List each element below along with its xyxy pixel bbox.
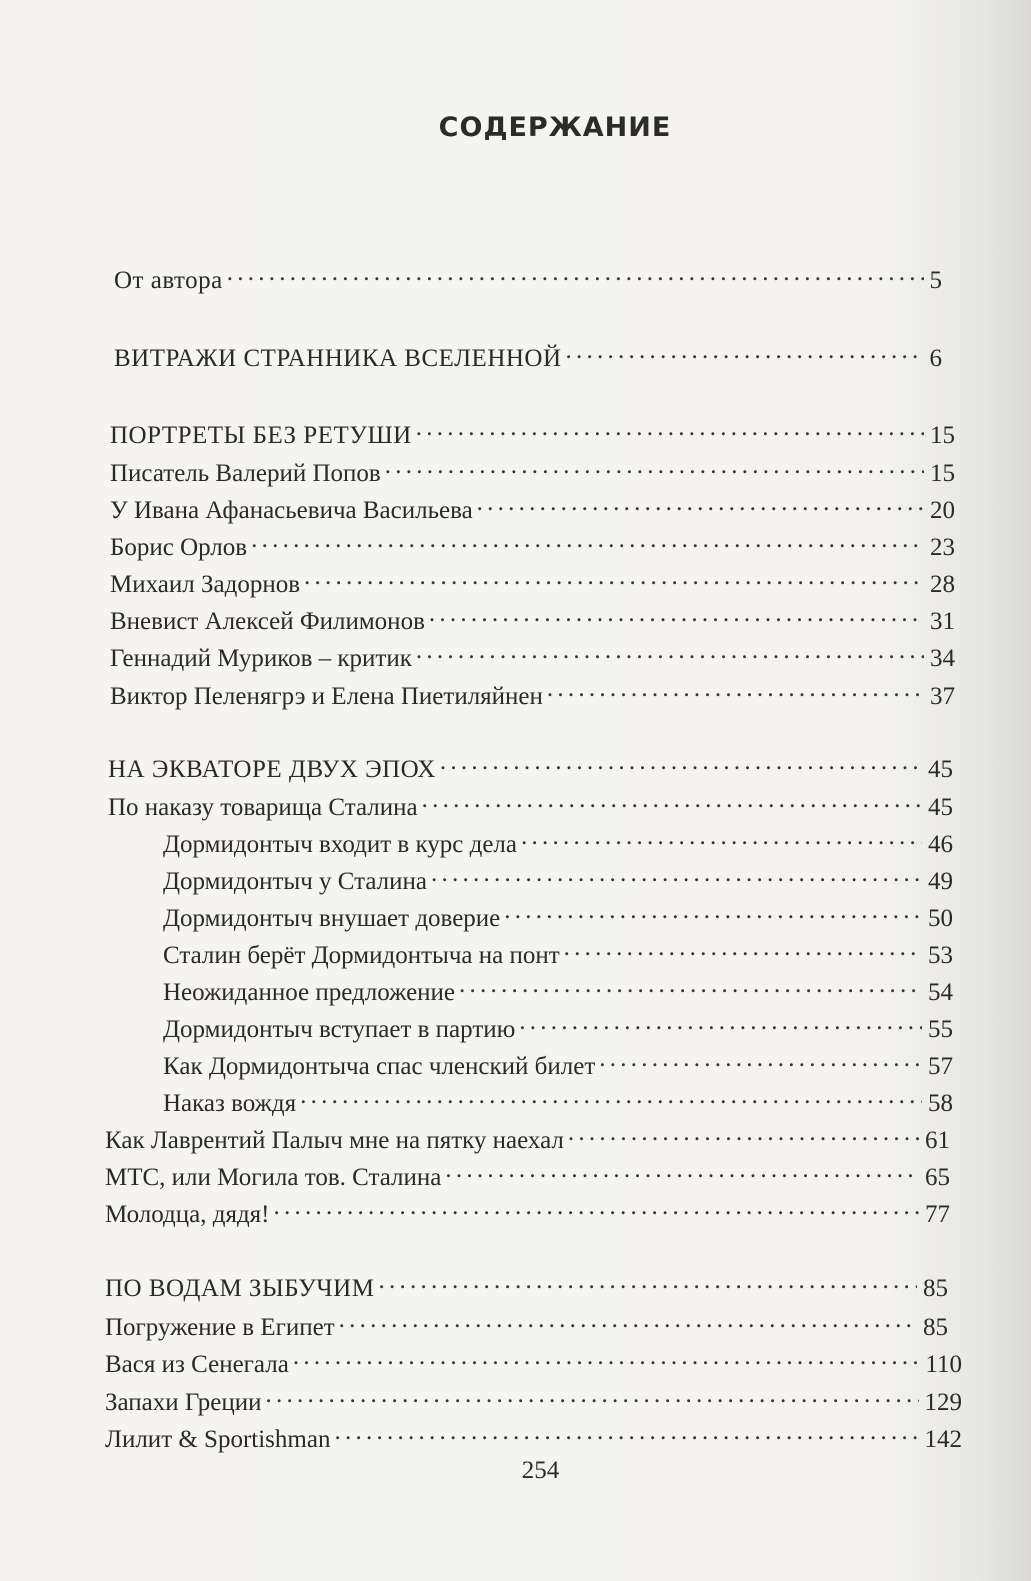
toc-section-ekvator (108, 747, 953, 785)
toc-entry (105, 1342, 962, 1380)
toc-section-portrety (110, 413, 955, 451)
toc-leader-dots (339, 1305, 917, 1335)
toc-subentry (163, 1081, 953, 1119)
toc-entry-label: Погружение в Египет (105, 1314, 335, 1341)
toc-leader-dots (293, 1342, 920, 1372)
toc-entry (108, 785, 953, 823)
toc-leader-dots (334, 1417, 918, 1447)
toc-entry (105, 1305, 948, 1343)
toc-leader-dots (431, 859, 922, 889)
toc-leader-dots (566, 336, 924, 366)
toc-leader-dots (300, 1081, 922, 1111)
toc-entry-page: 58 (928, 1090, 953, 1117)
toc-entry-page: 20 (930, 497, 955, 524)
toc-entry-label: Борис Орлов (110, 534, 248, 561)
toc-subentry (163, 1044, 953, 1082)
toc-entry-page: 31 (930, 608, 955, 635)
toc-entry-label: Сталин берёт Дормидонтыча на понт (163, 942, 560, 969)
toc-leader-dots (564, 933, 922, 963)
toc-entry-label: ПО ВОДАМ ЗЫБУЧИМ (105, 1275, 375, 1302)
toc-leader-dots (227, 258, 924, 288)
toc-entry-label: Наказ вождя (163, 1090, 297, 1117)
toc-leader-dots (599, 1044, 922, 1074)
toc-entry-page: 77 (925, 1201, 950, 1228)
toc-entry-label: Виктор Пеленягрэ и Елена Пиетиляйнен (110, 683, 543, 710)
toc-entry-page: 23 (930, 534, 955, 561)
toc-leader-dots (304, 562, 924, 592)
toc-entry-page: 55 (928, 1016, 953, 1043)
toc-entry-label: Неожиданное предложение (163, 979, 456, 1006)
toc-entry-page: 28 (930, 571, 955, 598)
toc-entry-label: ВИТРАЖИ СТРАННИКА ВСЕЛЕННОЙ (114, 345, 562, 372)
toc-entry (105, 1417, 962, 1455)
toc-section-po-vodam (105, 1266, 948, 1304)
toc-leader-dots (440, 747, 922, 777)
toc-entry (110, 674, 955, 712)
toc-leader-dots (385, 451, 924, 481)
toc-leader-dots (416, 636, 924, 666)
toc-entry-page: 6 (929, 345, 942, 372)
toc-entry-page: 61 (925, 1127, 950, 1154)
toc-entry-label: Михаил Задорнов (110, 571, 301, 598)
toc-leader-dots (504, 896, 922, 926)
toc-entry-from-author (114, 258, 942, 296)
toc-leader-dots (477, 488, 924, 518)
toc-entry-page: 142 (924, 1426, 962, 1453)
toc-entry (110, 488, 955, 526)
toc-entry-page: 85 (923, 1275, 948, 1302)
toc-entry-page: 65 (925, 1164, 950, 1191)
toc-section-vitrazhi (114, 336, 942, 374)
toc-subentry (163, 1007, 953, 1045)
toc-entry-page: 37 (930, 683, 955, 710)
toc-leader-dots (266, 1380, 919, 1410)
toc-leader-dots (422, 785, 922, 815)
toc-leader-dots (547, 674, 924, 704)
toc-entry (110, 636, 955, 674)
toc-entry-page: 49 (928, 868, 953, 895)
toc-entry-page: 57 (928, 1053, 953, 1080)
toc-entry-label: НА ЭКВАТОРЕ ДВУХ ЭПОХ (108, 756, 436, 783)
toc-entry-label: Молодца, дядя! (105, 1201, 270, 1228)
toc-entry-page: 54 (928, 979, 953, 1006)
toc-entry (105, 1155, 950, 1193)
toc-entry-page: 34 (930, 645, 955, 672)
toc-entry-page: 53 (928, 942, 953, 969)
toc-subentry (163, 822, 953, 860)
toc-leader-dots (459, 970, 922, 1000)
toc-entry-label: От автора (114, 267, 223, 294)
toc-entry-page: 129 (924, 1389, 962, 1416)
toc-entry-label: Вася из Сенегала (105, 1351, 289, 1378)
toc-entry-label: Лилит & Sportishman (105, 1426, 331, 1453)
toc-entry-label: Запахи Греции (105, 1389, 262, 1416)
toc-leader-dots (378, 1266, 917, 1296)
toc-entry-label: Дормидонтыч входит в курс дела (163, 831, 518, 858)
toc-entry-page: 15 (930, 460, 955, 487)
toc-leader-dots (429, 599, 924, 629)
toc-entry-label: Геннадий Муриков – критик (110, 645, 412, 672)
toc-entry-label: Дормидонтыч внушает доверие (163, 905, 501, 932)
toc-subentry (163, 933, 953, 971)
toc-leader-dots (519, 1007, 922, 1037)
toc-entry-page: 46 (928, 831, 953, 858)
toc-entry-page: 45 (928, 756, 953, 783)
toc-leader-dots (521, 822, 922, 852)
toc-entry-label: ПОРТРЕТЫ БЕЗ РЕТУШИ (110, 422, 412, 449)
toc-entry-label: По наказу товарища Сталина (108, 794, 418, 821)
toc-entry-page: 85 (923, 1314, 948, 1341)
toc-entry (110, 451, 955, 489)
page-title: СОДЕРЖАНИЕ (438, 112, 672, 143)
toc-entry-page: 110 (925, 1351, 962, 1378)
toc-entry (105, 1118, 950, 1156)
toc-entry (110, 525, 955, 563)
toc-entry-page: 15 (930, 422, 955, 449)
toc-entry (110, 562, 955, 600)
toc-leader-dots (568, 1118, 919, 1148)
toc-leader-dots (251, 525, 924, 555)
toc-entry-page: 45 (928, 794, 953, 821)
toc-entry (110, 599, 955, 637)
toc-entry-label: Как Дормидонтыча спас членский билет (163, 1053, 596, 1080)
toc-entry-label: Как Лаврентий Палыч мне на пятку наехал (105, 1127, 564, 1154)
toc-entry-label: Дормидонтыч вступает в партию (163, 1016, 516, 1043)
toc-subentry (163, 859, 953, 897)
toc-entry (105, 1380, 962, 1418)
toc-entry-page: 50 (928, 905, 953, 932)
toc-entry-page: 5 (929, 267, 942, 294)
toc-subentry (163, 970, 953, 1008)
toc-leader-dots (416, 413, 924, 443)
toc-entry-label: Писатель Валерий Попов (110, 460, 381, 487)
toc-subentry (163, 896, 953, 934)
toc-entry-label: Дормидонтыч у Сталина (163, 868, 427, 895)
toc-leader-dots (445, 1155, 919, 1185)
toc-entry-label: МТС, или Могила тов. Сталина (105, 1164, 442, 1191)
toc-leader-dots (274, 1192, 920, 1222)
page-number: 254 (521, 1457, 560, 1484)
toc-entry-label: Вневист Алексей Филимонов (110, 608, 425, 635)
toc-entry (105, 1192, 950, 1230)
toc-entry-label: У Ивана Афанасьевича Васильева (110, 497, 473, 524)
